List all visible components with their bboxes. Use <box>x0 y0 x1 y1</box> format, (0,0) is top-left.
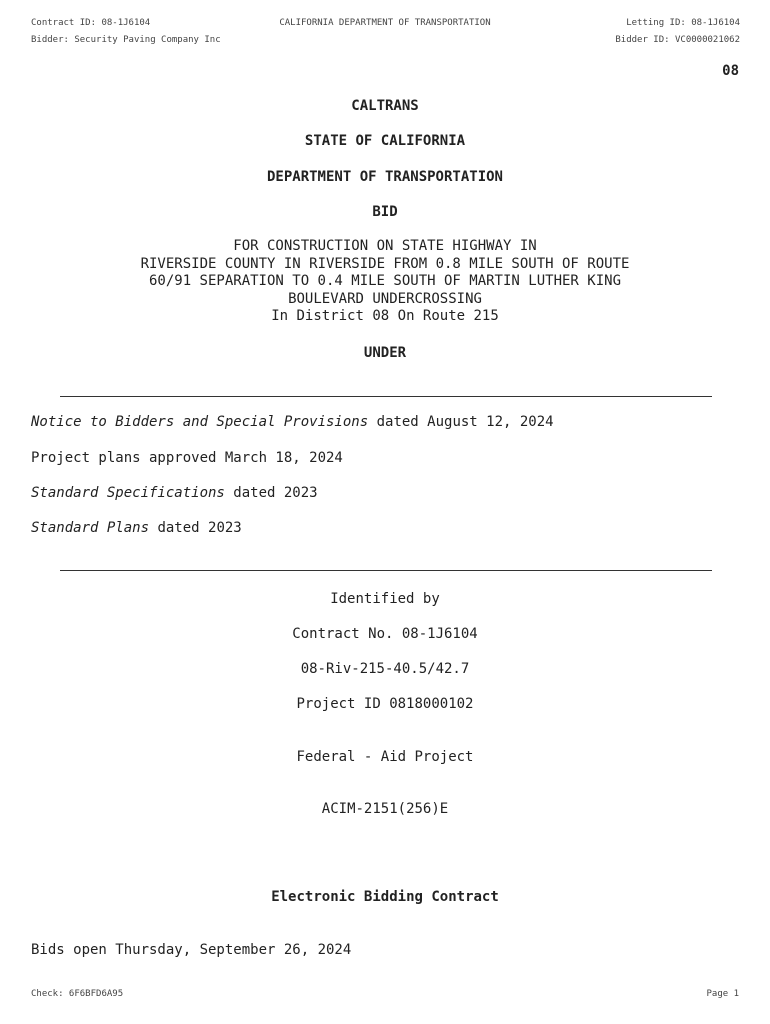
notice-line <box>31 414 554 430</box>
heading-state: STATE OF CALIFORNIA <box>304 133 466 149</box>
description-line: BOULEVARD UNDERCROSSING <box>288 290 482 307</box>
heading-under: UNDER <box>363 345 407 361</box>
plans-line: Project plans approved March 18, 2024 <box>31 450 343 466</box>
letting-id: Letting ID: 08-1J6104 <box>626 18 740 28</box>
location-code: 08-Riv-215-40.5/42.7 <box>300 661 470 677</box>
federal-aid: Federal - Aid Project <box>296 749 474 765</box>
specs-line <box>31 485 318 501</box>
project-id: Project ID 0818000102 <box>296 696 474 712</box>
bidder-id: Bidder ID: VC0000021062 <box>615 35 740 45</box>
notice-date: dated August 12, 2024 <box>368 414 554 430</box>
heading-department: DEPARTMENT OF TRANSPORTATION <box>266 169 503 185</box>
std-plans-title: Standard Plans <box>31 520 150 536</box>
project-description <box>0 238 770 326</box>
acim-number: ACIM-2151(256)E <box>321 801 449 817</box>
contract-id: Contract ID: 08-1J6104 <box>31 18 151 28</box>
description-line: RIVERSIDE COUNTY IN RIVERSIDE FROM 0.8 MILE SOUTH OF ROUTE <box>140 255 630 272</box>
specs-date: dated 2023 <box>224 485 318 501</box>
std-plans-date: dated 2023 <box>149 520 242 536</box>
specs-title: Standard Specifications <box>31 485 225 501</box>
description-line: FOR CONSTRUCTION ON STATE HIGHWAY IN <box>233 238 537 254</box>
divider <box>60 396 712 397</box>
agency-name-text: CALIFORNIA DEPARTMENT OF TRANSPORTATION <box>279 18 491 28</box>
identified-by: Identified by <box>330 591 440 607</box>
divider <box>60 570 712 571</box>
electronic-bidding: Electronic Bidding Contract <box>271 889 499 905</box>
bids-open: Bids open Thursday, September 26, 2024 <box>31 942 352 958</box>
description-line: In District 08 On Route 215 <box>271 308 499 325</box>
check-code: Check: 6F6BFD6A95 <box>31 989 124 999</box>
heading-caltrans: CALTRANS <box>351 98 419 114</box>
heading-bid: BID <box>372 204 398 220</box>
contract-number: Contract No. 08-1J6104 <box>292 626 478 642</box>
std-plans-line <box>31 520 242 536</box>
bidder-name: Bidder: Security Paving Company Inc <box>31 35 221 45</box>
description-line: 60/91 SEPARATION TO 0.4 MILE SOUTH OF MARTIN LUTHER KING <box>148 273 621 290</box>
notice-title: Notice to Bidders and Special Provisions <box>31 414 369 430</box>
page-number: Page 1 <box>706 989 739 999</box>
page-code: 08 <box>722 63 739 79</box>
